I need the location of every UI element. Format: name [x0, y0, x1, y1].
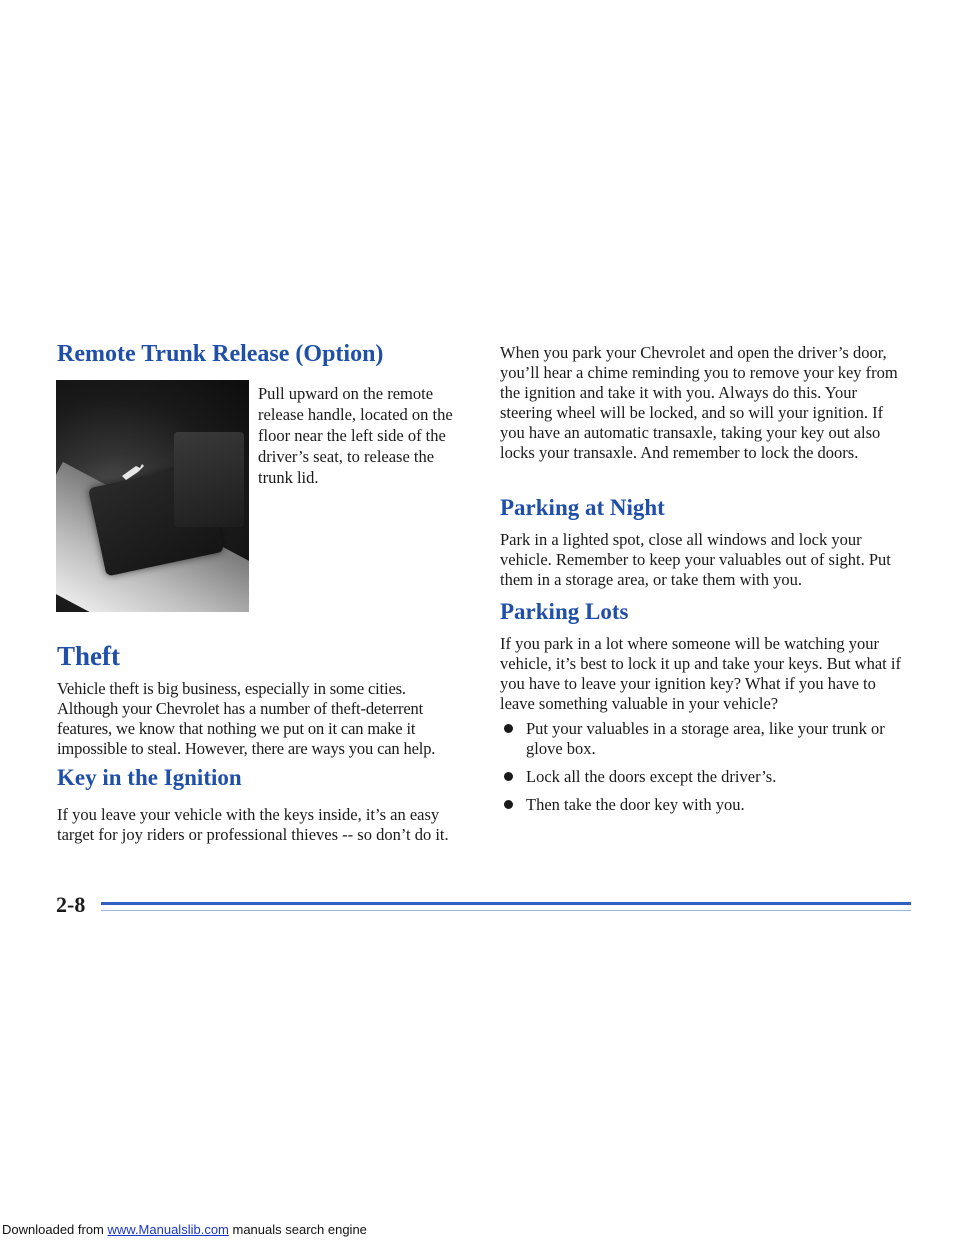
- footer-rule: [101, 902, 911, 905]
- theft-heading: Theft: [57, 641, 120, 671]
- list-item: Lock all the doors except the driver’s.: [500, 767, 910, 787]
- key-in-ignition-heading: Key in the Ignition: [57, 765, 242, 790]
- remote-trunk-release-text: Pull upward on the remote release handle, located on the floor near the left side of the driver’s seat, to release the trunk lid.: [258, 384, 453, 487]
- manualslib-link[interactable]: www.Manualslib.com: [107, 1222, 229, 1237]
- bullet-icon: [504, 724, 513, 733]
- parking-lots-bullet-list: [500, 719, 910, 815]
- bullet-icon: [504, 800, 513, 809]
- remote-trunk-release-heading: Remote Trunk Release (Option): [57, 341, 384, 367]
- parking-at-night-text: Park in a lighted spot, close all windows and lock your vehicle. Remember to keep your valuables out of sight. Put them in a storage area, or take them with you.: [500, 530, 891, 589]
- parking-at-night-heading: Parking at Night: [500, 495, 665, 520]
- download-footer: Downloaded from www.Manualslib.com manuals search engine: [2, 1222, 367, 1237]
- ignition-chime-text: When you park your Chevrolet and open the driver’s door, you’ll hear a chime reminding you to remove your key from the ignition and take it with you. Always do this. Your steering wheel will be locked, and so will your ignition. If you have an automatic transaxle, taking your key out also locks your transaxle. And remember to lock the doors.: [500, 343, 898, 462]
- bullet-icon: [504, 772, 513, 781]
- parking-lots-text: If you park in a lot where someone will be watching your vehicle, it’s best to lock it up and take your keys. But what if you have to leave your ignition key? What if you have to leave something valuable in your vehicle?: [500, 634, 901, 713]
- key-in-ignition-text: If you leave your vehicle with the keys inside, it’s an easy target for joy riders or professional thieves -- so don’t do it.: [57, 805, 449, 844]
- parking-lots-heading: Parking Lots: [500, 599, 629, 624]
- footer-rule-thin: [101, 910, 911, 911]
- list-item: Put your valuables in a storage area, like your trunk or glove box.: [500, 719, 910, 759]
- theft-text: Vehicle theft is big business, especially in some cities. Although your Chevrolet has a number of theft-deterrent features, we know that nothing we put on it can make it impossible to steal. However, there are ways you can help.: [57, 679, 436, 758]
- page-number: 2-8: [56, 892, 86, 917]
- trunk-icon: [118, 458, 146, 486]
- trunk-release-handle-photo: [56, 380, 249, 612]
- list-item: Then take the door key with you.: [500, 795, 910, 815]
